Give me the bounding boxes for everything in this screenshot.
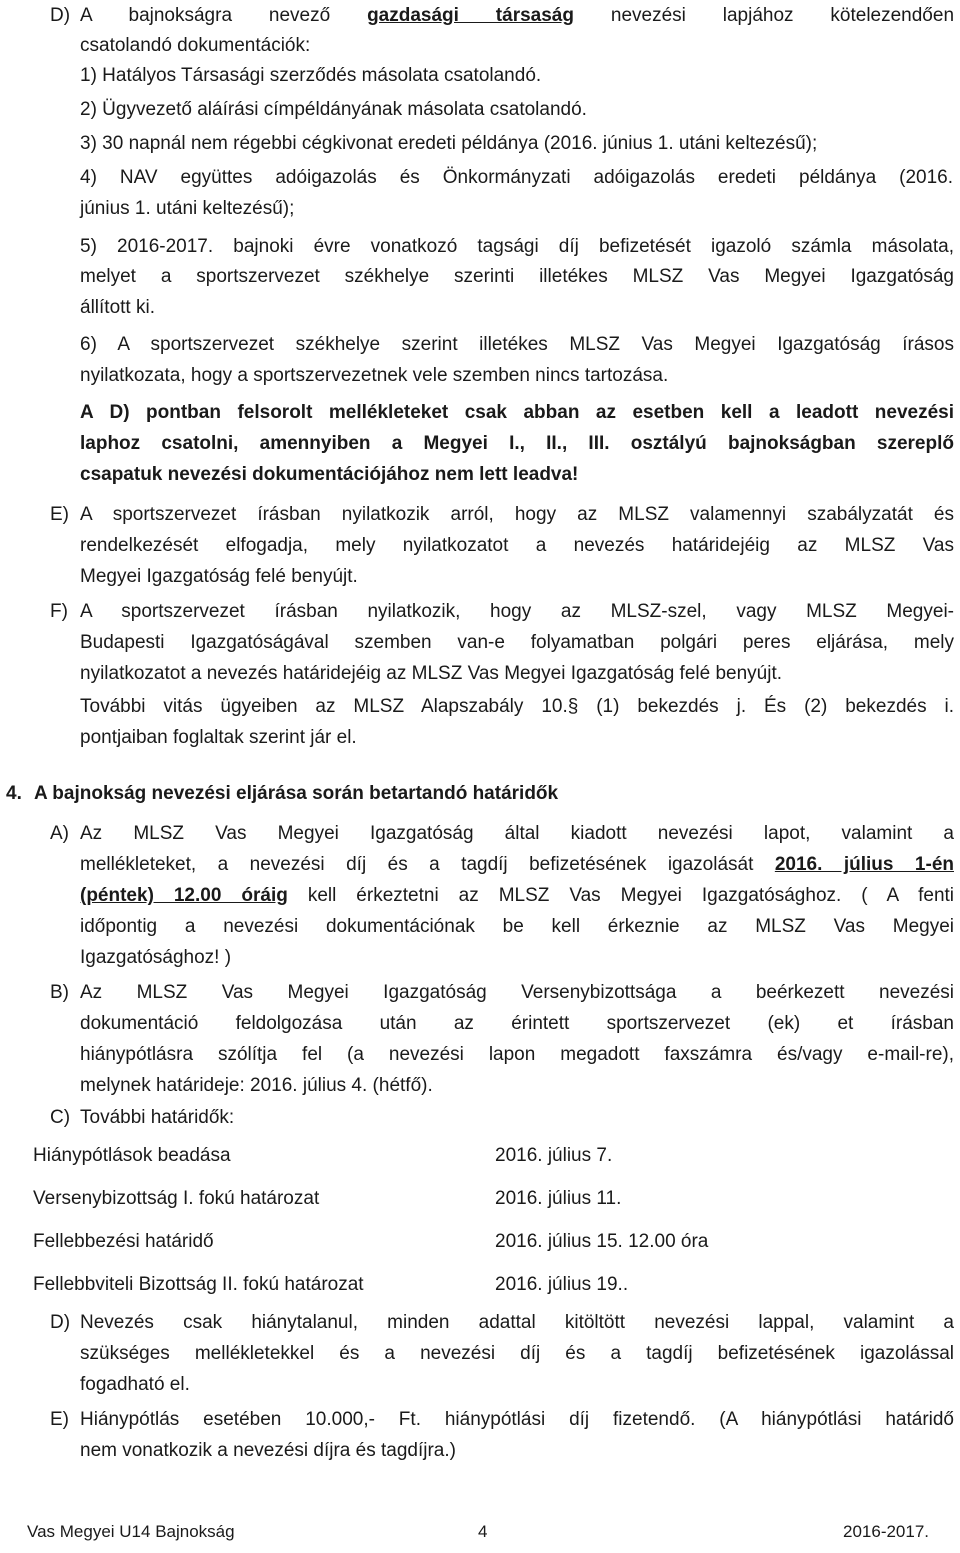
deadline-name: Versenybizottság I. fokú határozat bbox=[33, 1188, 320, 1209]
section-f-line: nyilatkozatot a nevezés határidejéig az MLSZ Vas Megyei Igazgatóság felé benyújt. bbox=[80, 663, 782, 684]
section-4a-line bbox=[80, 853, 954, 877]
section-4d-line: szükséges mellékletekkel és a nevezési díj és a tagdíj befizetésének igazolással bbox=[80, 1343, 954, 1364]
section-d-item-cont: nyilatkozata, hogy a sportszervezetnek vele szemben nincs tartozása. bbox=[80, 365, 669, 386]
deadline-name: Fellebbezési határidő bbox=[33, 1231, 214, 1252]
section-4a-text: kell érkeztetni az MLSZ Vas Megyei Igazgatósághoz. ( A fenti bbox=[307, 885, 955, 906]
section-4d-line: fogadható el. bbox=[80, 1374, 190, 1395]
section-f-line: Budapesti Igazgatóságával szemben van-e folyamatban polgári peres eljárása, mely bbox=[80, 632, 954, 653]
section-4a-label: A) bbox=[50, 823, 69, 844]
section-4-number: 4. bbox=[6, 783, 22, 804]
section-d-item: 4) NAV együttes adóigazolás és Önkormányzati adóigazolás eredeti példánya (2016. bbox=[80, 167, 953, 188]
section-f-line: pontjaiban foglaltak szerint jár el. bbox=[80, 727, 357, 748]
bold-note-line: laphoz csatolni, amennyiben a Megyei I., II., III. osztályú bajnokságban szereplő bbox=[80, 433, 954, 454]
deadline-emphasis: 2016. július 1-én bbox=[774, 854, 954, 875]
section-d-intro-line2: csatolandó dokumentációk: bbox=[80, 35, 311, 56]
bold-note-line: A D) pontban felsorolt mellékleteket csak abban az esetben kell a leadott nevezési bbox=[80, 402, 954, 423]
section-d-label: D) bbox=[50, 5, 71, 26]
section-d-intro bbox=[80, 4, 954, 28]
section-4e-line: nem vonatkozik a nevezési díjra és tagdíjra.) bbox=[80, 1440, 456, 1461]
section-d-intro-c: nevezési lapjához kötelezendően bbox=[610, 5, 955, 26]
section-e-label: E) bbox=[50, 504, 69, 525]
section-4b-line: melynek határideje: 2016. július 4. (hétfő). bbox=[80, 1075, 433, 1096]
section-4d-line: Nevezés csak hiánytalanul, minden adattal kitöltött nevezési lappal, valamint a bbox=[80, 1312, 954, 1333]
section-4b-label: B) bbox=[50, 982, 69, 1003]
section-d-intro-a: A bajnokságra nevező bbox=[80, 5, 331, 26]
footer-season: 2016-2017. bbox=[843, 1522, 930, 1541]
section-f-line: További vitás ügyeiben az MLSZ Alapszabály 10.§ (1) bekezdés j. És (2) bekezdés i. bbox=[80, 696, 954, 717]
section-e-line: A sportszervezet írásban nyilatkozik arról, hogy az MLSZ valamennyi szabályzatát és bbox=[80, 504, 954, 525]
section-4a-line: Az MLSZ Vas Megyei Igazgatóság által kiadott nevezési lapot, valamint a bbox=[80, 823, 954, 844]
section-d-item: 1) Hatályos Társasági szerződés másolata csatolandó. bbox=[80, 65, 542, 86]
deadline-name: Fellebbviteli Bizottság II. fokú határozat bbox=[33, 1274, 364, 1295]
section-e-line: rendelkezését elfogadja, mely nyilatkozatot a nevezés határidejéig az MLSZ Vas bbox=[80, 535, 954, 556]
section-4b-line: dokumentáció feldolgozása után az érintett sportszervezet (ek) et írásban bbox=[80, 1013, 954, 1034]
deadline-date: 2016. július 7. bbox=[495, 1145, 613, 1166]
deadline-date: 2016. július 15. 12.00 óra bbox=[495, 1231, 709, 1252]
section-d-item: 5) 2016-2017. bajnoki évre vonatkozó tagsági díj befizetését igazoló számla másolata, bbox=[80, 236, 954, 257]
section-d-item-cont: június 1. utáni keltezésű); bbox=[80, 198, 295, 219]
section-d-item: 2) Ügyvezető aláírási címpéldányának másolata csatolandó. bbox=[80, 99, 587, 120]
section-4-title: A bajnokság nevezési eljárása során betartandó határidők bbox=[34, 783, 559, 804]
section-4e-line: Hiánypótlás esetében 10.000,- Ft. hiánypótlási díj fizetendő. (A hiánypótlási határidő bbox=[80, 1409, 954, 1430]
section-4a-line: időpontig a nevezési dokumentációnak be kell érkeznie az MLSZ Vas Megyei bbox=[80, 916, 954, 937]
section-4a-line: Igazgatósághoz! ) bbox=[80, 947, 232, 968]
section-e-line: Megyei Igazgatóság felé benyújt. bbox=[80, 566, 358, 587]
deadline-emphasis: (péntek) 12.00 óráig bbox=[80, 885, 288, 906]
footer-page-number: 4 bbox=[478, 1522, 488, 1541]
section-4c-title: További határidők: bbox=[80, 1107, 235, 1128]
section-d-intro-emphasis: gazdasági társaság bbox=[367, 5, 574, 26]
section-d-item-cont: állított ki. bbox=[80, 297, 155, 318]
deadline-date: 2016. július 11. bbox=[495, 1188, 622, 1209]
deadline-name: Hiánypótlások beadása bbox=[33, 1145, 231, 1166]
section-4c-label: C) bbox=[50, 1107, 71, 1128]
section-f-line: A sportszervezet írásban nyilatkozik, hogy az MLSZ-szel, vagy MLSZ Megyei- bbox=[80, 601, 954, 622]
section-4a-text: mellékleteket, a nevezési díj és a tagdíj befizetésének igazolását bbox=[80, 854, 754, 875]
section-4d-label: D) bbox=[50, 1312, 71, 1333]
section-d-item: 3) 30 napnál nem régebbi cégkivonat eredeti példánya (2016. június 1. utáni keltezésű); bbox=[80, 133, 818, 154]
bold-note-line: csapatuk nevezési dokumentációjához nem lett leadva! bbox=[80, 464, 579, 485]
section-4a-line bbox=[80, 884, 954, 908]
section-d-item-cont: melyet a sportszervezet székhelye szerinti illetékes MLSZ Vas Megyei Igazgatóság bbox=[80, 266, 954, 287]
section-f-label: F) bbox=[50, 601, 68, 622]
section-4b-line: Az MLSZ Vas Megyei Igazgatóság Versenybizottsága a beérkezett nevezési bbox=[80, 982, 954, 1003]
deadline-date: 2016. július 19.. bbox=[495, 1274, 629, 1295]
section-4e-label: E) bbox=[50, 1409, 69, 1430]
footer-title: Vas Megyei U14 Bajnokság bbox=[27, 1522, 235, 1541]
section-d-item: 6) A sportszervezet székhelye szerint illetékes MLSZ Vas Megyei Igazgatóság írásos bbox=[80, 334, 954, 355]
section-4b-line: hiánypótlásra szólítja fel (a nevezési lapon megadott faxszámra és/vagy e-mail-re), bbox=[80, 1044, 954, 1065]
